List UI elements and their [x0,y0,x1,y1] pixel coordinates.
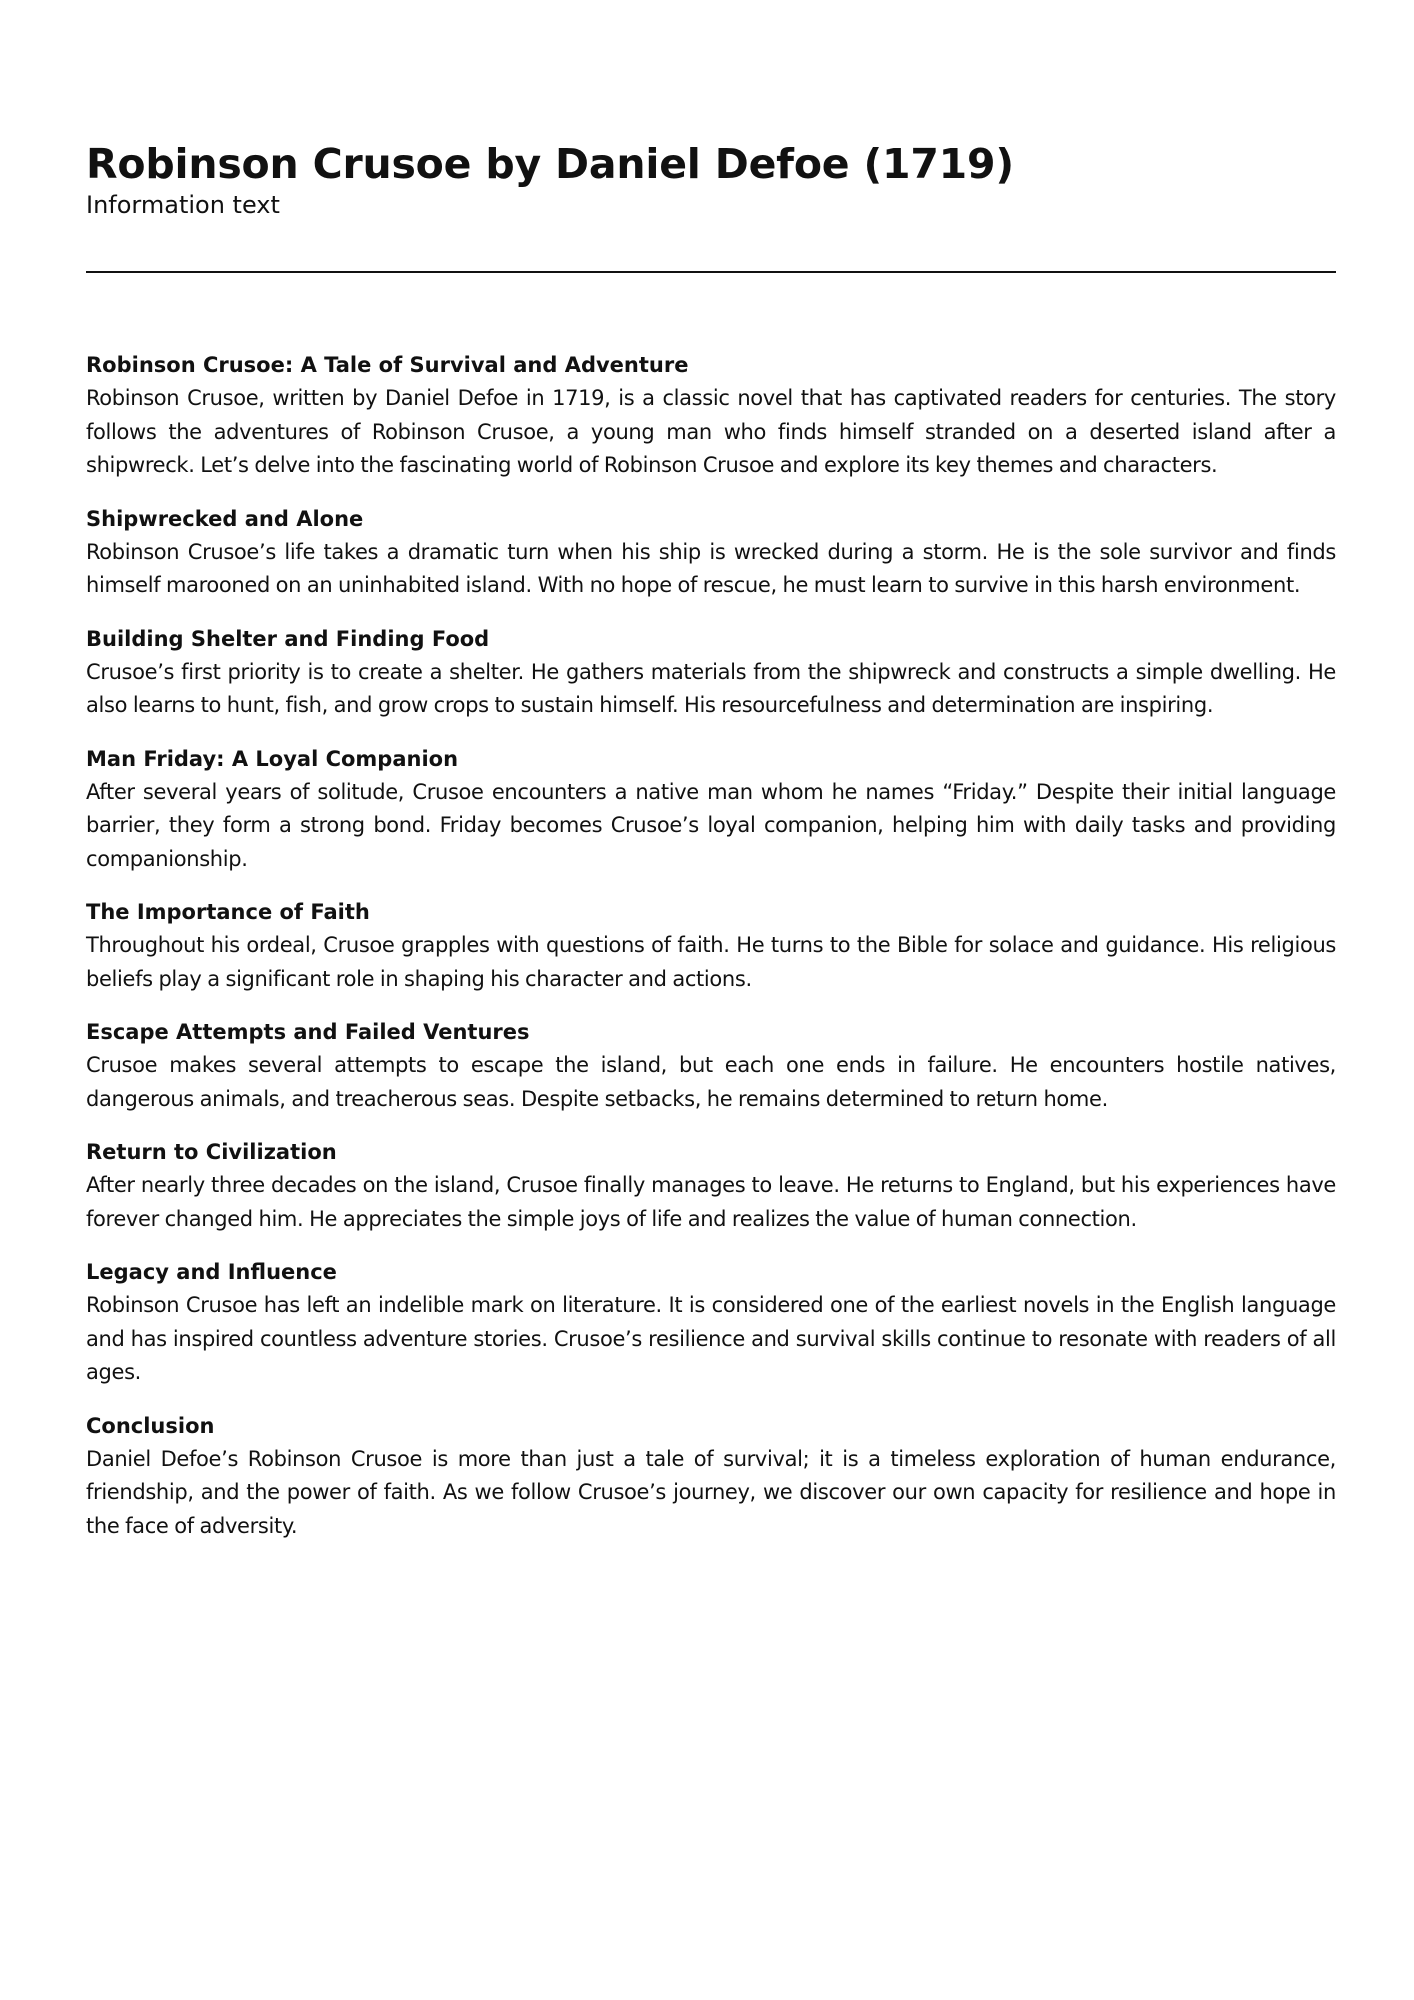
title-divider [86,271,1336,273]
section-conclusion [86,1410,1336,1544]
section-heading: Robinson Crusoe: A Tale of Survival and Adventure [86,353,689,377]
section-man-friday [86,743,1336,877]
section-heading: Shipwrecked and Alone [86,506,364,531]
section-heading: The Importance of Faith [86,900,370,924]
section-escape-attempts [86,1016,1336,1116]
document-subtitle: Information text [86,191,280,219]
section-body: Crusoe makes several attempts to escape the island, but each one ends in failure. He encounters hostile natives, dangerous animals, and treacherous seas. Despite setbacks, he remains determined to return home. [86,1053,1336,1111]
section-body: Crusoe’s first priority is to create a shelter. He gathers materials from the shipwreck and constructs a simple dwelling. He also learns to hunt, fish, and grow crops to sustain himself. His resourcefulness and determination are inspiring. [86,659,1336,717]
section-legacy [86,1256,1336,1390]
section-body: After several years of solitude, Crusoe encounters a native man whom he names “Friday.” Despite their initial language barrier, they form a strong bond. Friday becomes Crusoe’s loyal companion, helping him with daily tasks and providing companionship. [86,779,1336,871]
document-title: Robinson Crusoe by Daniel Defoe (1719) [86,140,1014,188]
section-intro [86,349,1336,483]
section-body: Daniel Defoe’s Robinson Crusoe is more than just a tale of survival; it is a timeless exploration of human endurance, friendship, and the power of faith. As we follow Crusoe’s journey, we discover our own capacity for resilience and hope in the face of adversity. [86,1446,1336,1538]
section-heading: Escape Attempts and Failed Ventures [86,1020,530,1044]
section-return [86,1136,1336,1236]
section-body: Robinson Crusoe, written by Daniel Defoe in 1719, is a classic novel that has captivated readers for centuries. The story follows the adventures of Robinson Crusoe, a young man who finds himself stranded on a deserted island after a shipwreck. Let’s delve into the fascinating world of Robinson Crusoe and explore its key themes and characters. [86,386,1336,477]
section-shelter-food [86,623,1336,723]
sections-container [86,349,1336,1563]
section-body: Throughout his ordeal, Crusoe grapples with questions of faith. He turns to the Bible for solace and guidance. His religious beliefs play a significant role in shaping his character and actions. [86,933,1336,991]
section-body: After nearly three decades on the island, Crusoe finally manages to leave. He returns to England, but his experiences have forever changed him. He appreciates the simple joys of life and realizes the value of human connection. [86,1173,1336,1231]
section-faith [86,896,1336,996]
section-body: Robinson Crusoe has left an indelible mark on literature. It is considered one of the earliest novels in the English language and has inspired countless adventure stories. Crusoe’s resilience and survival skills continue to resonate with readers of all ages. [86,1293,1336,1384]
section-heading: Return to Civilization [86,1140,337,1164]
document-page [86,0,1336,2000]
section-shipwrecked [86,503,1336,603]
section-heading: Man Friday: A Loyal Companion [86,746,459,771]
section-heading: Legacy and Influence [86,1260,337,1284]
section-heading: Conclusion [86,1413,215,1438]
section-heading: Building Shelter and Finding Food [86,626,490,651]
section-body: Robinson Crusoe’s life takes a dramatic turn when his ship is wrecked during a storm. He is the sole survivor and finds himself marooned on an uninhabited island. With no hope of rescue, he must learn to survive in this harsh environment. [86,539,1336,597]
